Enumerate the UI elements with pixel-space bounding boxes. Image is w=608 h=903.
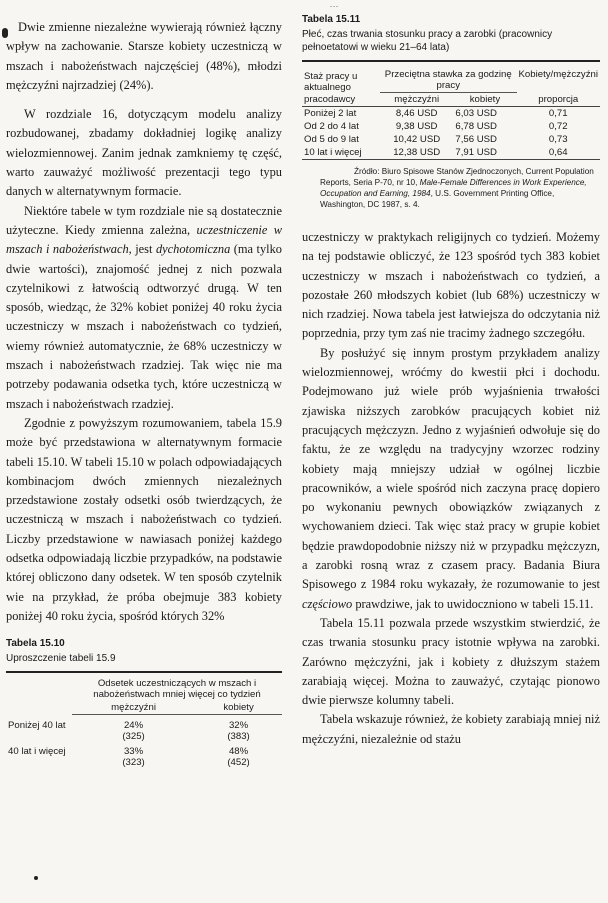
paragraph: Zgodnie z powyższym rozumowaniem, tabela 15.9 może być przedstawiona w alternatywnym formacie tabeli 15.10. W tabeli 15.10 w polach odpowiadających kombinacjom dwóch zmiennych niezależnych przedstawione zostały odsetki osób twierdzących, że uczestniczą w mszach i nabożeństwach co tydzień. Liczby przedstawione w nawiasach poniżej każdego odsetka odpowiadają liczbie przypadków, na podstawie której obliczono dany odsetek. W ten sposób czytelnik wie na przykład, że próba obejmuje 383 kobiety poniżej 40 roku życia, spośród których 32% <box>6 415 282 623</box>
paragraph <box>302 344 600 614</box>
table-row <box>302 133 600 146</box>
cell-value: 7,56 USD <box>455 134 497 145</box>
table-row <box>302 146 600 160</box>
table-row <box>6 715 282 744</box>
source-text: Źródło: Biuro Spisowe Stanów Zjednoczonych, Current Population Reports, Seria P-70, nr 10, <box>320 167 594 187</box>
right-text <box>302 228 600 749</box>
cell-value: 0,64 <box>548 147 568 158</box>
table-15-11 <box>302 14 600 210</box>
row-label: Od 2 do 4 lat <box>304 121 359 132</box>
column-header: kobiety <box>453 93 516 107</box>
column-header: Kobiety/mężczyźni <box>518 69 598 80</box>
source-title: Male-Female Differences in Work Experience, Occupation and Earning, 1984 <box>320 178 587 198</box>
cell-value: 32% <box>228 720 249 732</box>
row-label: Poniżej 40 lat <box>8 719 66 731</box>
column-header: mężczyźni <box>380 93 453 107</box>
cell-value: 6,03 USD <box>455 108 497 119</box>
cell-value: 0,73 <box>548 134 568 145</box>
paragraph <box>6 202 282 414</box>
paragraph-text: (ma tylko dwie wartości), znajomość jednej z nich pozwala czytelnikowi z łatwością odtworzyć drugą. W ten sposób, wiedząc, że 32% kobiet poniżej 40 roku życia uczestniczy w mszach i nabożeństwach co tydzień, wiemy również automatycznie, że 68% uczestniczy w mszach i nabożeństwach rzadziej. Tak więc nie ma potrzeby podawania odsetka tych, które uczestniczą w mszach i nabożeństwach rzadziej. <box>6 242 282 411</box>
binding-mark-bottom <box>34 876 38 880</box>
column-header: Staż pracy u aktualnego pracodawcy <box>304 70 358 105</box>
paragraph-text: , jest <box>128 242 156 257</box>
cell-count: (452) <box>227 757 250 769</box>
paragraph-text: By posłużyć się innym prostym przykładem analizy wielozmiennowej, wróćmy do kwestii płci i dochodu. Podejmowano już wiele prób wyjaśnienia trwałości zjawiska niższych zarobków pracujących kobiet niż pracujących mężczyzn. Jedno z wyjaśnień odwołuje się do faktu, że ze względu na tradycyjny wzorzec rodziny kobiety mają mniejszy udział w ogólnej liczbie pracowników, a wiele spośród nich zaczyna pracę dopiero po wykonaniu pewnych obowiązków związanych z wychowaniem dzieci. Tak więc staż pracy w grupie kobiet będzie prawdopodobnie niższy niż w przypadku mężczyzn, a zarobki rosną wraz z czasem pracy. Badania Biura Spisowego z 1984 roku wykazały, że rozumowanie to jest <box>302 345 600 592</box>
left-column <box>6 18 282 769</box>
table-top-rule <box>302 60 600 62</box>
table-caption: Tabela 15.11 <box>302 14 361 25</box>
cell-value: 12,38 USD <box>393 147 441 158</box>
data-table <box>6 677 282 769</box>
paragraph: Dwie zmienne niezależne wywierają również łączny wpływ na zachowanie. Starsze kobiety uczestniczą w mszach i nabożeństwach najczęściej (48%), młodzi mężczyźni najrzadziej (24%). <box>6 20 282 92</box>
cell-value: 24% <box>123 720 144 732</box>
cell-count: (323) <box>122 757 145 769</box>
table-subtitle: Płeć, czas trwania stosunku pracy a zarobki (pracownicy pełnoetatowi w wieku 21–64 lata) <box>302 29 553 53</box>
cell-value: 8,46 USD <box>395 108 438 119</box>
paragraph: W rozdziale 16, dotyczącym modelu analizy rozbudowanej, zbadamy dokładniej logikę analizy wielozmiennowej. Zanim jednak zamkniemy tę część, warto zauważyć możliwość prezentacji tego typu danych w alternatywnym formacie. <box>6 107 282 199</box>
group-header: Odsetek uczestniczących w mszach i nabożeństwach mniej więcej co tydzień <box>93 678 261 701</box>
paragraph-text: prawdziwe, jak to uwidoczniono w tabeli 15.11. <box>352 596 594 611</box>
table-top-rule <box>6 671 282 673</box>
row-label: 40 lat i więcej <box>8 746 66 758</box>
cell-value: 33% <box>123 746 144 758</box>
column-header: mężczyźni <box>72 701 195 715</box>
right-column <box>302 0 600 749</box>
cell-count: (325) <box>122 731 145 743</box>
header-fragment: ... <box>330 0 339 9</box>
table-subtitle: Uproszczenie tabeli 15.9 <box>6 653 116 665</box>
paragraph: Tabela 15.11 pozwala przede wszystkim stwierdzić, że czas trwania stosunku pracy istotnie wpływa na zarobki. Zarówno mężczyźni, jak i kobiety z dłuższym stażem zarabiają więcej. Można to zauważyć, czytając pionowo dwie pierwsze kolumny tabeli. <box>302 615 600 708</box>
table-row <box>302 120 600 133</box>
cell-value: 7,91 USD <box>455 147 497 158</box>
cell-value: 6,78 USD <box>455 121 497 132</box>
italic-term: częściowo <box>302 596 353 611</box>
cell-count: (383) <box>227 731 250 743</box>
cell-value: 9,38 USD <box>395 121 438 132</box>
table-15-10 <box>6 638 282 769</box>
table-caption: Tabela 15.10 <box>6 638 65 650</box>
source-text: , U.S. Government Printing Office, Washington, DC 1987, s. 4. <box>320 189 555 209</box>
row-label: Poniżej 2 lat <box>304 108 357 119</box>
cell-value: 0,71 <box>548 108 568 119</box>
table-source <box>302 166 600 210</box>
cell-value: 48% <box>228 746 249 758</box>
row-label: 10 lat i więcej <box>304 147 362 158</box>
table-row <box>302 107 600 120</box>
group-header: Przeciętna stawka za godzinę pracy <box>384 69 512 91</box>
table-row <box>6 743 282 769</box>
paragraph: uczestniczy w praktykach religijnych co tydzień. Możemy na tej podstawie obliczyć, że 123 spośród tych 383 kobiet uczestniczy w mszach i nabożeństwach co tydzień, a pozostałe 260 młodszych kobiet (lub 68%) uczestniczy w nich rzadziej. Nowa tabela jest łatwiejsza do odczytania niż poprzednia, przy tym zaś nie tracimy żadnego szczegółu. <box>302 230 600 341</box>
row-label: Od 5 do 9 lat <box>304 134 359 145</box>
italic-term: dychotomiczna <box>155 242 231 257</box>
column-header: proporcja <box>538 93 579 105</box>
cell-value: 10,42 USD <box>393 134 441 145</box>
cell-value: 0,72 <box>548 121 568 132</box>
paragraph-text: Niektóre tabele w tym rozdziale nie są dostatecznie użyteczne. Kiedy zmienna zależna, <box>6 203 282 237</box>
data-table <box>302 68 600 160</box>
paragraph: Tabela wskazuje również, że kobiety zarabiają mniej niż mężczyźni, niezależnie od stażu <box>302 712 600 746</box>
italic-term: uczestniczenie w mszach i nabożeństwach <box>6 222 282 257</box>
column-header: kobiety <box>195 701 282 715</box>
